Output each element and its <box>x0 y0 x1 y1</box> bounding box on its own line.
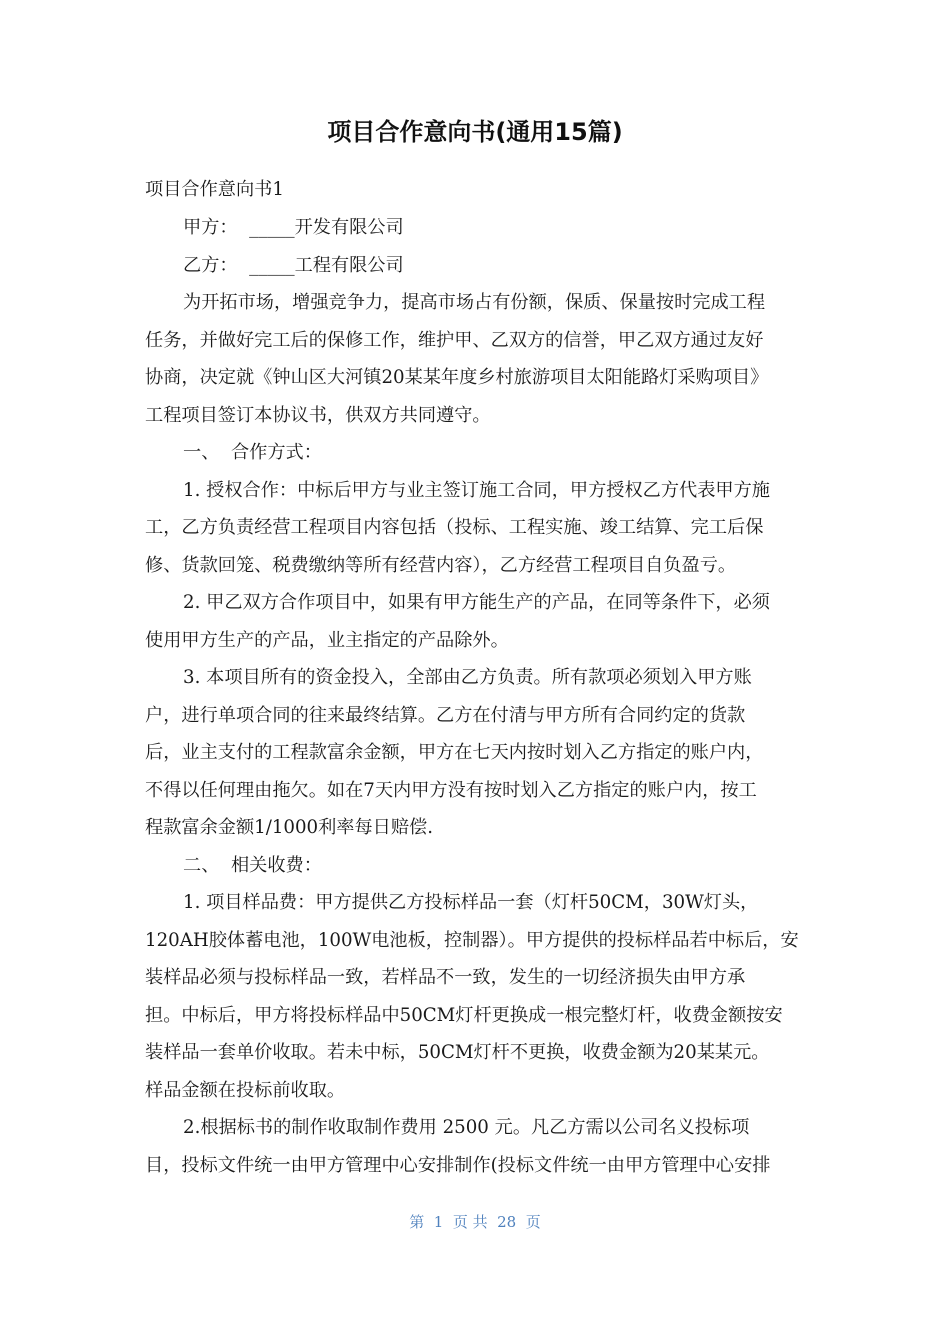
paragraph-line: 后，业主支付的工程款富余金额，甲方在七天内按时划入乙方指定的账户内， <box>145 742 764 763</box>
paragraph-line: 2.根据标书的制作收取制作费用 2500 元。凡乙方需以公司名义投标项 <box>183 1117 750 1138</box>
paragraph-line: 修、货款回笼、税费缴纳等所有经营内容），乙方经营工程项目自负盈亏。 <box>145 555 737 576</box>
paragraph-line: 不得以任何理由拖欠。如在7天内甲方没有按时划入乙方指定的账户内，按工 <box>145 780 757 801</box>
paragraph-line: 目，投标文件统一由甲方管理中心安排制作(投标文件统一由甲方管理中心安排 <box>145 1155 771 1176</box>
paragraph-line: 装样品一套单价收取。若未中标，50CM灯杆不更换，收费金额为20某某元。 <box>145 1042 770 1063</box>
section-heading: 项目合作意向书1 <box>145 179 284 200</box>
paragraph-line: 120AH胶体蓄电池，100W电池板，控制器）。甲方提供的投标样品若中标后，安 <box>145 930 799 951</box>
paragraph-line: 1. 项目样品费：甲方提供乙方投标样品一套（灯杆50CM，30W灯头， <box>183 892 759 913</box>
paragraph-line: 装样品必须与投标样品一致，若样品不一致，发生的一切经济损失由甲方承 <box>145 967 746 988</box>
paragraph-line: 样品金额在投标前收取。 <box>145 1080 346 1101</box>
party-b-line: 乙方： _____工程有限公司 <box>183 255 404 276</box>
paragraph-line: 2. 甲乙双方合作项目中，如果有甲方能生产的产品，在同等条件下，必须 <box>183 592 770 613</box>
page-number: 第 1 页 共 28 页 <box>409 1213 541 1231</box>
paragraph-line: 程款富余金额1/1000利率每日赔偿. <box>145 817 434 838</box>
paragraph-line: 为开拓市场，增强竞争力，提高市场占有份额，保质、保量按时完成工程 <box>183 292 766 313</box>
paragraph-line: 工，乙方负责经营工程项目内容包括（投标、工程实施、竣工结算、完工后保 <box>145 517 764 538</box>
paragraph-line: 1. 授权合作：中标后甲方与业主签订施工合同，甲方授权乙方代表甲方施 <box>183 480 770 501</box>
document-title: 项目合作意向书(通用15篇) <box>327 118 623 146</box>
paragraph-line: 协商，决定就《钟山区大河镇20某某年度乡村旅游项目太阳能路灯采购项目》 <box>145 367 769 388</box>
party-a-line: 甲方： _____开发有限公司 <box>183 217 404 238</box>
subsection-heading: 一、 合作方式： <box>183 442 322 463</box>
paragraph-line: 3. 本项目所有的资金投入，全部由乙方负责。所有款项必须划入甲方账 <box>183 667 752 688</box>
subsection-heading: 二、 相关收费： <box>183 855 322 876</box>
paragraph-line: 户，进行单项合同的往来最终结算。乙方在付清与甲方所有合同约定的货款 <box>145 705 746 726</box>
paragraph-line: 工程项目签订本协议书，供双方共同遵守。 <box>145 405 491 426</box>
paragraph-line: 任务，并做好完工后的保修工作，维护甲、乙双方的信誉，甲乙双方通过友好 <box>145 330 764 351</box>
paragraph-line: 使用甲方生产的产品，业主指定的产品除外。 <box>145 630 509 651</box>
paragraph-line: 担。中标后，甲方将投标样品中50CM灯杆更换成一根完整灯杆，收费金额按安 <box>145 1005 783 1026</box>
